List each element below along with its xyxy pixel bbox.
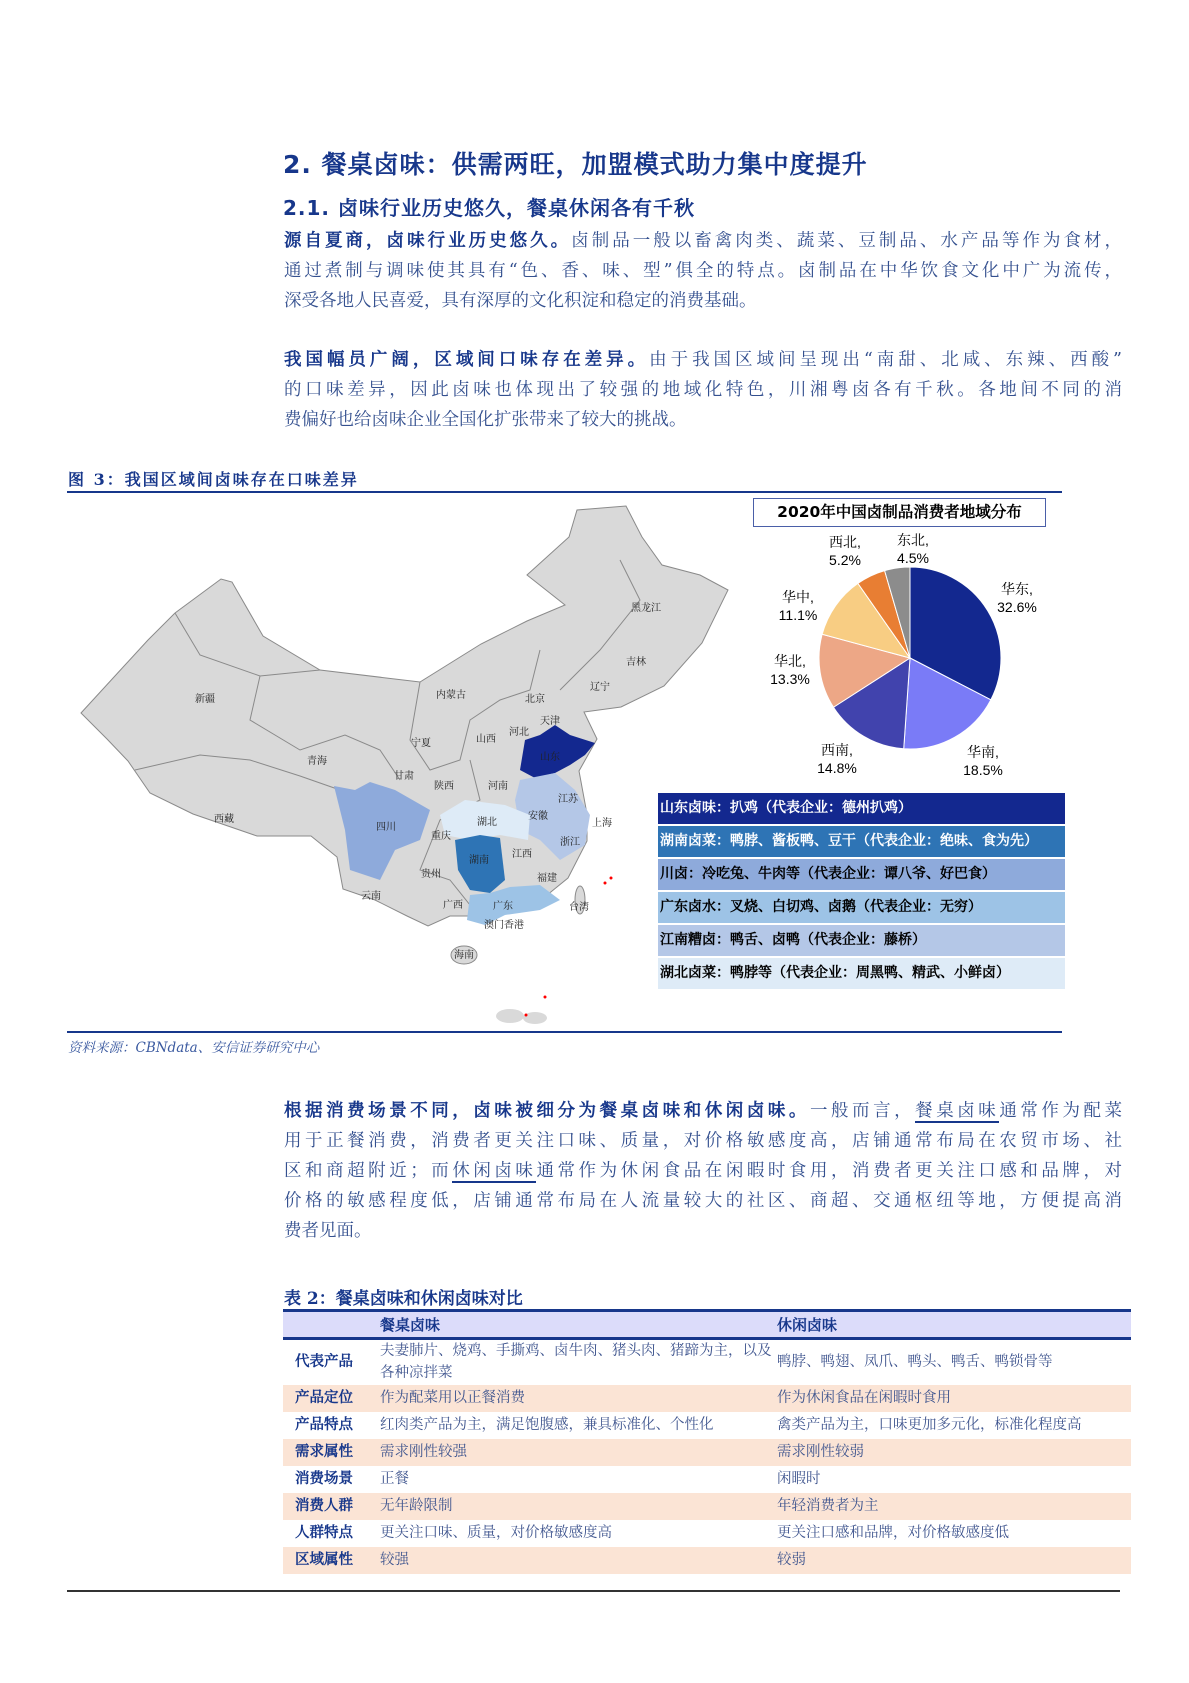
- table-row: [283, 1493, 1131, 1520]
- pie-title: 2020年中国卤制品消费者地域分布: [753, 498, 1046, 527]
- province-label: 湖南: [469, 855, 489, 866]
- table-header: [283, 1311, 1131, 1339]
- row-label: 代表产品: [295, 1353, 353, 1371]
- text: 用于正餐消费，消费者更关注口味、质量，对价格敏感度高，店铺通常布局在农贸市场、社: [284, 1131, 1122, 1151]
- text: 卤制品一般以畜禽肉类、蔬菜、豆制品、水产品等作为食材，: [571, 231, 1123, 251]
- slice-name: 西北: [829, 534, 858, 550]
- text: 通常作为配菜: [999, 1101, 1123, 1121]
- table-row: [283, 1412, 1131, 1439]
- province-label: 福建: [537, 873, 557, 884]
- legend-row: 广东卤水：叉烧、白切鸡、卤鹅（代表企业：无穷）: [658, 892, 1065, 923]
- figure-source: 资料来源：CBNdata、安信证券研究中心: [68, 1040, 320, 1056]
- row-label: 产品特点: [295, 1416, 353, 1433]
- slice-name: 华南: [967, 744, 996, 760]
- island-dot: [544, 996, 547, 999]
- province-label: 江苏: [558, 794, 578, 805]
- legend-row: 川卤：冷吃兔、牛肉等（代表企业：谭八爷、好巴食）: [658, 859, 1065, 890]
- table-title: 表 2：餐桌卤味和休闲卤味对比: [284, 1289, 523, 1309]
- header-cell: 休闲卤味: [777, 1316, 838, 1334]
- table-cell: 较弱: [777, 1552, 806, 1568]
- province-label: 北京: [525, 694, 545, 705]
- province-label: 重庆: [431, 831, 451, 842]
- header-cell: 餐桌卤味: [380, 1316, 441, 1334]
- island-dot: [604, 882, 607, 885]
- footer-rule: [67, 1590, 1120, 1592]
- figure-title: 图 3：我国区域间卤味存在口味差异: [68, 470, 359, 489]
- island-dot: [525, 1014, 528, 1017]
- province-label: 吉林: [626, 657, 646, 668]
- table-cell: 作为休闲食品在闲暇时食用: [777, 1390, 951, 1406]
- flavor-legend: [658, 793, 1065, 991]
- province-label: 四川: [376, 822, 396, 833]
- pie-label: 西北, 5.2%: [829, 534, 861, 568]
- text: 费者见面。: [284, 1221, 372, 1241]
- section-heading: 2. 餐桌卤味：供需两旺，加盟模式助力集中度提升: [283, 150, 868, 179]
- legend-row: 山东卤味：扒鸡（代表企业：德州扒鸡）: [658, 793, 1065, 824]
- slice-name: 华中: [782, 589, 811, 605]
- province-label: 宁夏: [411, 738, 431, 749]
- table-cell: 更关注口感和品牌，对价格敏感度低: [777, 1525, 1009, 1541]
- text: 区和商超附近；而: [284, 1161, 453, 1181]
- pie-label: 西南, 14.8%: [817, 742, 857, 776]
- province-label: 广西: [443, 900, 463, 911]
- slice-name: 华东: [1001, 581, 1030, 597]
- province-label: 辽宁: [590, 682, 610, 693]
- table-cell: 较强: [380, 1552, 409, 1568]
- south-sea-islands: [496, 1009, 524, 1023]
- header-cell: [283, 1311, 380, 1339]
- province-label: 河北: [509, 727, 529, 738]
- row-label: 人群特点: [295, 1524, 353, 1541]
- province-label: 安徽: [528, 811, 548, 822]
- province-label: 澳门香港: [484, 920, 524, 931]
- province-label: 天津: [540, 716, 560, 727]
- province-label: 黑龙江: [631, 603, 661, 614]
- province-label: 台湾: [569, 902, 589, 913]
- table-cell: 夫妻肺片、烧鸡、手撕鸡、卤牛肉、猪头肉、猪蹄为主，以及各种凉拌菜: [380, 1343, 772, 1382]
- province-label: 广东: [493, 901, 513, 912]
- table-row: [283, 1339, 1131, 1385]
- table-cell: 需求刚性较弱: [777, 1444, 864, 1460]
- province-label: 贵州: [421, 869, 441, 880]
- province-label: 云南: [361, 891, 381, 902]
- text: 一般而言，: [809, 1101, 916, 1121]
- table-cell: 更关注口味、质量，对价格敏感度高: [380, 1525, 612, 1541]
- table-cell: 需求刚性较强: [380, 1444, 467, 1460]
- divider: [67, 1031, 1062, 1033]
- province-label: 海南: [454, 950, 474, 961]
- slice-value: 11.1%: [778, 607, 818, 623]
- province-label: 浙江: [560, 837, 580, 848]
- slice-value: 13.3%: [770, 671, 810, 687]
- province-label: 陕西: [434, 781, 454, 792]
- row-label: 消费场景: [295, 1470, 353, 1487]
- text: 费偏好也给卤味企业全国化扩张带来了较大的挑战。: [284, 410, 687, 430]
- province-label: 河南: [488, 781, 508, 792]
- province-label: 新疆: [195, 694, 215, 705]
- table-row: [283, 1439, 1131, 1466]
- table-cell: 鸭脖、鸭翅、凤爪、鸭头、鸭舌、鸭锁骨等: [777, 1354, 1053, 1371]
- table-cell: 作为配菜用以正餐消费: [380, 1390, 525, 1406]
- province-label: 内蒙古: [436, 690, 466, 701]
- row-label: 产品定位: [295, 1389, 353, 1406]
- pie-chart: [0, 0, 1189, 800]
- province-label: 甘肃: [394, 771, 414, 782]
- province-label: 西藏: [214, 814, 234, 825]
- pie-label: 华中, 11.1%: [778, 589, 818, 623]
- pie-label: 华北, 13.3%: [770, 653, 810, 687]
- table-cell: 红肉类产品为主，满足饱腹感，兼具标准化、个性化: [380, 1417, 714, 1433]
- table-row: [283, 1385, 1131, 1412]
- comparison-table: [283, 1309, 1131, 1574]
- pie-label: 华东, 32.6%: [997, 581, 1037, 615]
- slice-value: 18.5%: [963, 762, 1003, 778]
- table-row: [283, 1466, 1131, 1493]
- text: 深受各地人民喜爱，具有深厚的文化积淀和稳定的消费基础。: [284, 291, 757, 311]
- text: 通常作为休闲食品在闲暇时食用，消费者更关注口感和品牌，对: [536, 1161, 1123, 1181]
- table-cell: 年轻消费者为主: [777, 1498, 879, 1514]
- underlined-term: 休闲卤味: [452, 1161, 537, 1181]
- lead-text: 根据消费场景不同，卤味被细分为餐桌卤味和休闲卤味。: [284, 1101, 810, 1121]
- slice-value: 32.6%: [997, 599, 1037, 615]
- pie-label: 华南, 18.5%: [963, 744, 1003, 778]
- slice-value: 4.5%: [897, 550, 929, 566]
- lead-text: 我国幅员广阔，区域间口味存在差异。: [284, 350, 650, 370]
- slice-value: 5.2%: [829, 552, 861, 568]
- paragraph-categories: [284, 1096, 1122, 1246]
- pie-label: 东北, 4.5%: [897, 532, 929, 566]
- table-cell: 无年龄限制: [380, 1498, 453, 1514]
- text: 价格的敏感程度低，店铺通常布局在人流量较大的社区、商超、交通枢纽等地，方便提高消: [284, 1191, 1122, 1211]
- legend-row: 湖北卤菜：鸭脖等（代表企业：周黑鸭、精武、小鲜卤）: [658, 958, 1065, 989]
- island-dot: [610, 877, 613, 880]
- text: 由于我国区域间呈现出“南甜、北咸、东辣、西酸”: [649, 350, 1122, 370]
- table-row: [283, 1520, 1131, 1547]
- table-cell: 闲暇时: [777, 1471, 821, 1487]
- legend-row: 江南糟卤：鸭舌、卤鸭（代表企业：藤桥）: [658, 925, 1065, 956]
- lead-text: 源自夏商，卤味行业历史悠久。: [284, 231, 572, 251]
- slice-value: 14.8%: [817, 760, 857, 776]
- table-cell: 正餐: [380, 1471, 409, 1487]
- province-label: 上海: [592, 818, 612, 829]
- row-label: 消费人群: [295, 1497, 353, 1514]
- text: 通过煮制与调味使其具有“色、香、味、型”俱全的特点。卤制品在中华饮食文化中广为流传，: [284, 261, 1122, 281]
- table-cell: 禽类产品为主，口味更加多元化，标准化程度高: [777, 1417, 1082, 1433]
- table-row: [283, 1547, 1131, 1574]
- row-label: 区域属性: [295, 1551, 353, 1568]
- province-label: 青海: [307, 756, 327, 767]
- text: 的口味差异，因此卤味也体现出了较强的地域化特色，川湘粤卤各有千秋。各地间不同的消: [284, 380, 1122, 400]
- slice-name: 西南: [821, 742, 850, 758]
- legend-row: 湖南卤菜：鸭脖、酱板鸭、豆干（代表企业：绝味、食为先）: [658, 826, 1065, 857]
- province-label: 江西: [512, 849, 532, 860]
- province-label: 山东: [540, 752, 560, 763]
- subsection-heading: 2.1. 卤味行业历史悠久，餐桌休闲各有千秋: [283, 196, 695, 220]
- slice-name: 华北: [774, 653, 803, 669]
- province-label: 山西: [476, 734, 496, 745]
- underlined-term: 餐桌卤味: [915, 1101, 1000, 1121]
- row-label: 需求属性: [295, 1443, 353, 1460]
- province-label: 湖北: [477, 817, 497, 828]
- slice-name: 东北: [897, 532, 926, 548]
